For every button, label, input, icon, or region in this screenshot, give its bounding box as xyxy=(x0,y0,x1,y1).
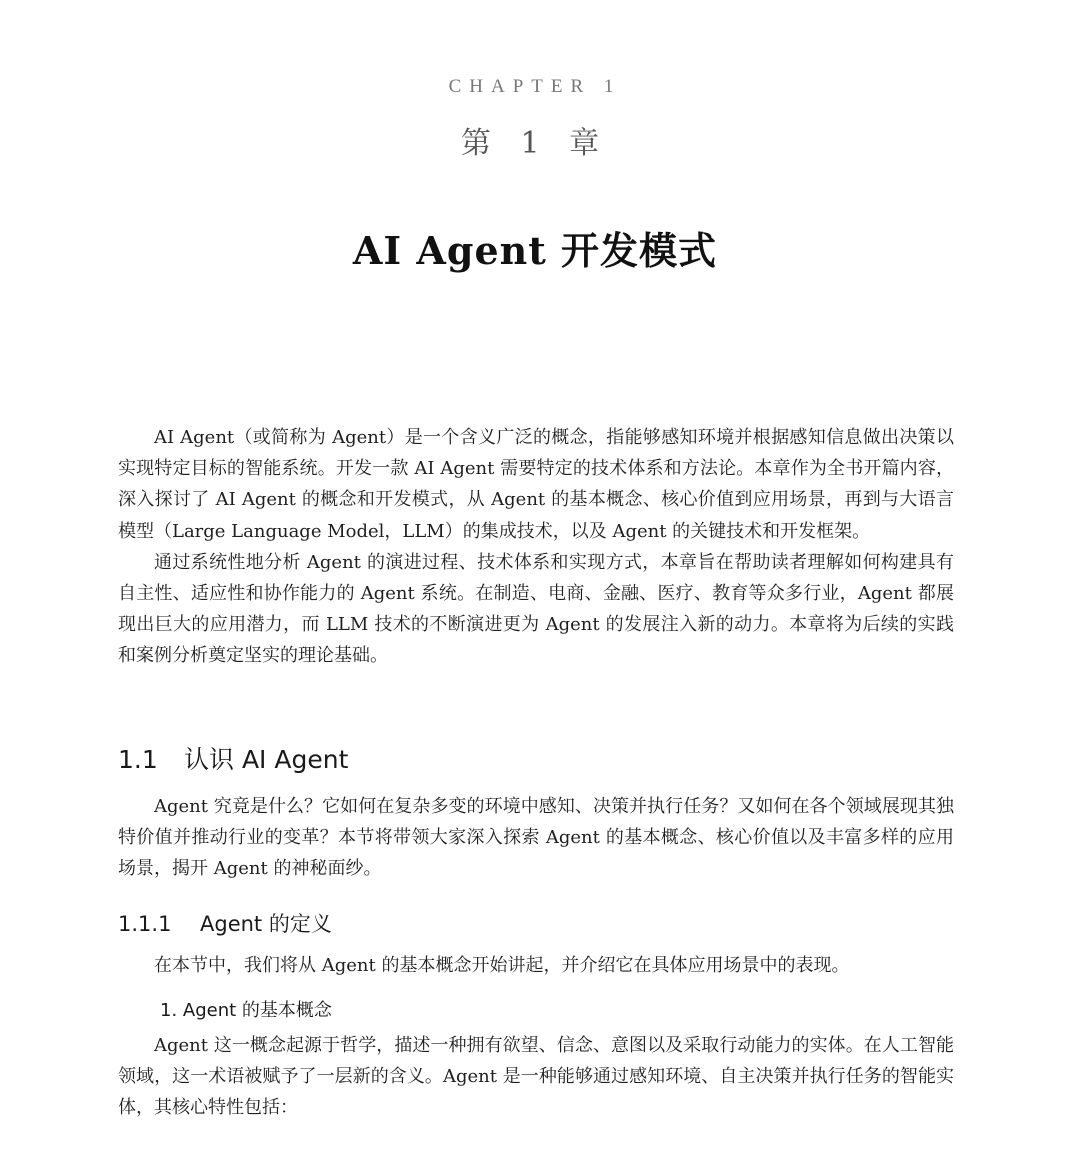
intro-paragraph-2: 通过系统性地分析 Agent 的演进过程、技术体系和实现方式，本章旨在帮助读者理解如何构建具有自主性、适应性和协作能力的 Agent 系统。在制造、电商、金融、医疗、教育等众多行业，Agent 都展现出巨大的应用潜力，而 LLM 技术的不断演进更为 Agent 的发展注入新的动力。本章将为后续的实践和案例分析奠定坚实的理论基础。 xyxy=(118,551,954,667)
chapter-intro xyxy=(118,422,954,672)
chapter-label: CHAPTER 1 xyxy=(448,76,622,97)
section-title: Agent 的定义 xyxy=(200,912,332,936)
section-1-1-body xyxy=(118,791,954,885)
section-number: 1.1 xyxy=(118,745,158,774)
section-1-1-1-paragraph: 在本节中，我们将从 Agent 的基本概念开始讲起，并介绍它在具体应用场景中的表现。 xyxy=(154,955,850,976)
section-1-1-1-body xyxy=(118,950,954,981)
chapter-title: AI Agent 开发模式 xyxy=(352,228,718,273)
subsection-1-body xyxy=(118,1030,954,1124)
section-title: 认识 AI Agent xyxy=(184,745,349,774)
chapter-number: 第 1 章 xyxy=(460,126,610,161)
section-1-1-paragraph: Agent 究竟是什么？它如何在复杂多变的环境中感知、决策并执行任务？又如何在各个领域展现其独特价值并推动行业的变革？本节将带领大家深入探索 Agent 的基本概念、核心价值以及丰富多样的应用场景，揭开 Agent 的神秘面纱。 xyxy=(118,796,954,880)
subsection-heading-1: 1. Agent 的基本概念 xyxy=(160,1000,332,1021)
section-heading-1-1-1 xyxy=(118,908,332,938)
section-heading-1-1 xyxy=(118,740,348,776)
subsection-1-paragraph: Agent 这一概念起源于哲学，描述一种拥有欲望、信念、意图以及采取行动能力的实体。在人工智能领域，这一术语被赋予了一层新的含义。Agent 是一种能够通过感知环境、自主决策并执行任务的智能实体，其核心特性包括： xyxy=(118,1035,954,1119)
section-number: 1.1.1 xyxy=(118,912,172,936)
intro-paragraph-1: AI Agent（或简称为 Agent）是一个含义广泛的概念，指能够感知环境并根据感知信息做出决策以实现特定目标的智能系统。开发一款 AI Agent 需要特定的技术体系和方法论。本章作为全书开篇内容，深入探讨了 AI Agent 的概念和开发模式，从 Agent 的基本概念、核心价值到应用场景，再到与大语言模型（Large Language Model，LLM）的集成技术，以及 Agent 的关键技术和开发框架。 xyxy=(118,427,954,542)
